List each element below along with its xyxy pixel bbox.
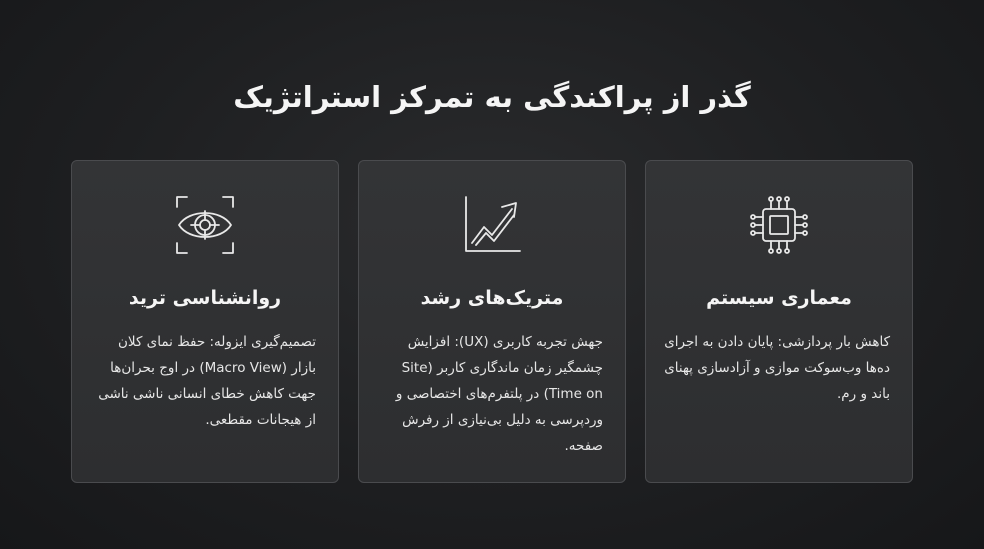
cpu-chip-icon — [747, 193, 811, 257]
card-description: کاهش بار پردازشی: پایان دادن به اجرای دەها وب‌سوکت موازی و آزادسازی پهنای باند و رم. — [664, 334, 890, 402]
eye-target-icon — [173, 193, 237, 257]
card-description: جهش تجربه کاربری (UX): افزایش چشمگیر زمان ماندگاری کاربر (Site Time on) در پلتفرم‌های اختصاصی و وردپرسی به دلیل بی‌نیازی از رفرش صفحه. — [395, 334, 603, 454]
page-title: گذر از پراکندگی به تمرکز استراتژیک — [233, 80, 751, 114]
growth-chart-icon — [460, 193, 524, 257]
card-system-architecture — [645, 160, 913, 483]
card-trading-psychology — [71, 160, 339, 483]
cards-container — [71, 160, 913, 485]
card-description: تصمیم‌گیری ایزوله: حفظ نمای کلان بازار (Macro View) در اوج بحران‌ها جهت کاهش خطای انسانی ناشی ناشی از هیجانات مقطعی. — [98, 334, 316, 428]
card-title: روانشناسی ترید — [128, 287, 282, 309]
card-title: متریک‌های رشد — [420, 287, 564, 309]
card-growth-metrics — [358, 160, 626, 483]
card-title: معماری سیستم — [706, 287, 852, 309]
